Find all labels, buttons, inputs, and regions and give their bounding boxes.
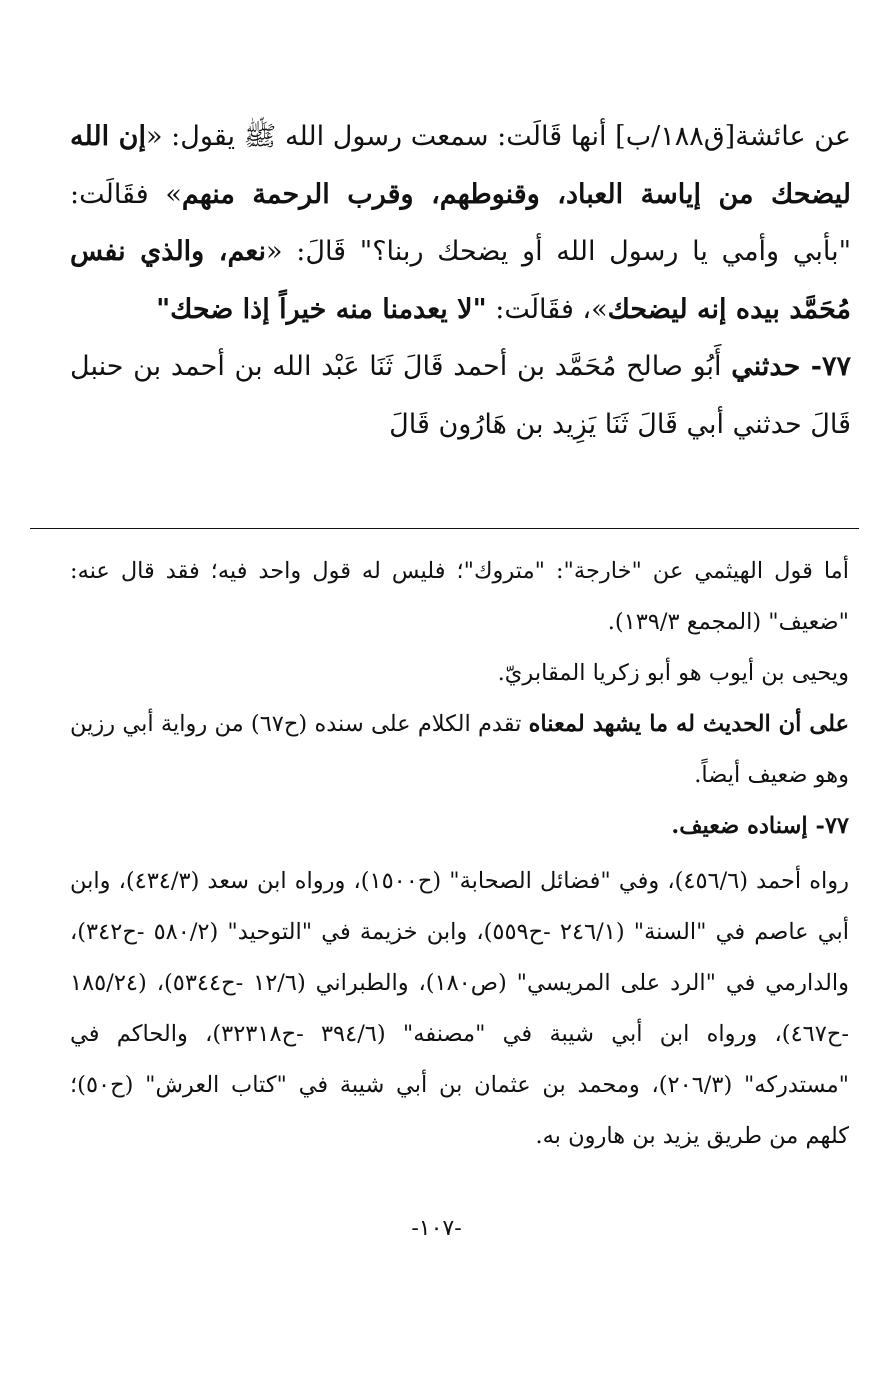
hadith-77-chain: أَبُو صالح مُحَمَّد بن أحمد قَالَ ثَنَا عَبْد الله بن أحمد بن حنبل قَالَ حدثني أبي قَالَ ثَنَا يَزِيد بن هَارُون قَالَ xyxy=(70,351,851,440)
hadith-77-paragraph xyxy=(70,338,851,453)
footnote-yahya: ويحيى بن أيوب هو أبو زكريا المقابريّ. xyxy=(497,660,849,686)
hadith-76-quote-1: إن الله ليضحك من إياسة العباد، وقنوطهم، وقرب الرحمة منهم xyxy=(70,121,851,210)
footnote-77-heading: ٧٧- إسناده ضعيف. xyxy=(671,813,849,839)
footnote-witness-lead: على أن الحديث له ما يشهد لمعناه xyxy=(528,711,849,737)
hadith-77-number: ٧٧- حدثني xyxy=(731,351,851,382)
hadith-76-mid-2: »، فقَالَت: xyxy=(486,293,608,325)
footnote-haythami: أما قول الهيثمي عن "خارجة": "متروك"؛ فليس له قول واحد فيه؛ فقد قال عنه: "ضعيف" (المجمع ١٣٩/٣). xyxy=(70,558,849,635)
hadith-76-quote-2: نعم، والذي نفس مُحَمَّد بيده إنه ليضحك xyxy=(70,236,851,325)
hadith-76-mid-1: » فقَالَت: "بأبي وأمي يا رسول الله أو يضحك ربنا؟" قَالَ: « xyxy=(70,178,851,267)
footnote-witness xyxy=(70,699,849,801)
footnote-separator xyxy=(30,528,859,529)
hadith-76-quote-3: "لا يعدمنا منه خيراً إذا ضحك" xyxy=(156,293,487,325)
main-text xyxy=(70,108,851,453)
footnote-77-sources: رواه أحمد (٤٥٦/٦)، وفي "فضائل الصحابة" (ح١٥٠٠)، ورواه ابن سعد (٤٣٤/٣)، وابن أبي عاصم في "السنة" (٢٤٦/١ -ح٥٥٩)، وابن خزيمة في "التوحيد" (٥٨٠/٢ -ح٣٤٢)، والدارمي في "الرد على المريسي" (ص١٨٠)، والطبراني (١٢/٦ -ح٥٣٤٤)، (١٨٥/٢٤ -ح٤٦٧)، ورواه ابن أبي شيبة في "مصنفه" (٣٩٤/٦ -ح٣٢٣١٨)، والحاكم في "مستدركه" (٢٠٦/٣)، ومحمد بن عثمان بن أبي شيبة في "كتاب العرش" (ح٥٠)؛ كلهم من طريق يزيد بن هارون به. xyxy=(70,868,850,1149)
hadith-76-intro: عن عائشة[ق١٨٨/ب] أنها قَالَت: سمعت رسول الله ﷺ يقول: « xyxy=(145,121,851,152)
page-number: -١٠٧- xyxy=(411,1216,462,1241)
hadith-76-paragraph xyxy=(70,108,851,338)
footnote-witness-rest: تقدم الكلام على سنده (ح٦٧) من رواية أبي رزين وهو ضعيف أيضاً. xyxy=(70,711,849,788)
footnotes xyxy=(70,546,849,1162)
